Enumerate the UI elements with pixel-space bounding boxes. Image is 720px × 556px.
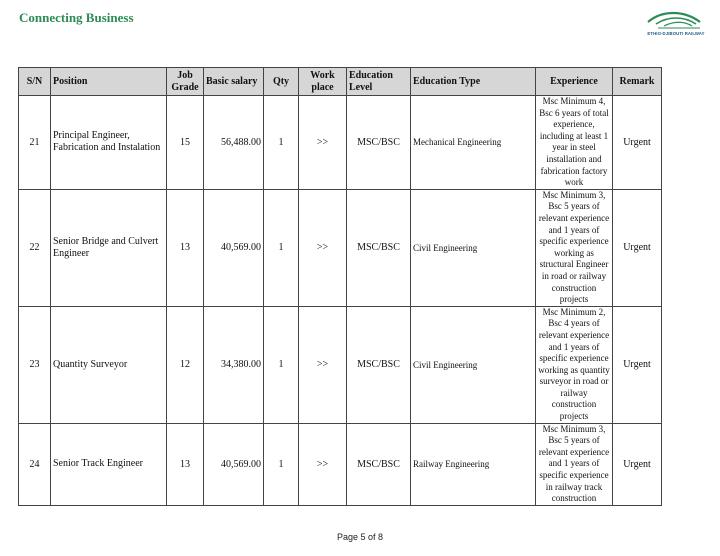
cell-qty: 1: [264, 189, 299, 306]
col-header-work-place: Work place: [299, 68, 347, 96]
col-header-sn: S/N: [19, 68, 51, 96]
col-header-remark: Remark: [613, 68, 662, 96]
cell-work-place: >>: [299, 423, 347, 505]
cell-experience: Msc Minimum 4, Bsc 6 years of total experience, including at least 1 year in steel installation and fabrication factory work: [536, 96, 613, 190]
col-header-basic-salary: Basic salary: [204, 68, 264, 96]
cell-education-type: Civil Engineering: [411, 306, 536, 423]
cell-sn: 23: [19, 306, 51, 423]
col-header-qty: Qty: [264, 68, 299, 96]
cell-basic-salary: 56,488.00: [204, 96, 264, 190]
col-header-job-grade: Job Grade: [167, 68, 204, 96]
table-row: [19, 96, 662, 190]
cell-education-type: Railway Engineering: [411, 423, 536, 505]
cell-qty: 1: [264, 423, 299, 505]
cell-job-grade: 12: [167, 306, 204, 423]
cell-remark: Urgent: [613, 306, 662, 423]
cell-work-place: >>: [299, 96, 347, 190]
cell-education-type: Civil Engineering: [411, 189, 536, 306]
company-logo: [638, 8, 714, 42]
cell-work-place: >>: [299, 189, 347, 306]
cell-experience: Msc Minimum 3, Bsc 5 years of relevant experience and 1 years of specific experience in railway track construction: [536, 423, 613, 505]
col-header-position: Position: [51, 68, 167, 96]
cell-education-level: MSC/BSC: [347, 96, 411, 190]
cell-work-place: >>: [299, 306, 347, 423]
table-row: [19, 189, 662, 306]
cell-basic-salary: 40,569.00: [204, 189, 264, 306]
cell-education-level: MSC/BSC: [347, 189, 411, 306]
cell-basic-salary: 34,380.00: [204, 306, 264, 423]
col-header-experience: Experience: [536, 68, 613, 96]
railway-logo-icon: [638, 8, 714, 32]
cell-remark: Urgent: [613, 423, 662, 505]
cell-job-grade: 13: [167, 423, 204, 505]
cell-experience: Msc Minimum 3, Bsc 5 years of relevant experience and 1 years of specific experience working as structural Engineer in road or railway construction projects: [536, 189, 613, 306]
cell-basic-salary: 40,569.00: [204, 423, 264, 505]
cell-qty: 1: [264, 306, 299, 423]
cell-sn: 22: [19, 189, 51, 306]
job-vacancy-table: [18, 67, 662, 506]
cell-sn: 24: [19, 423, 51, 505]
cell-education-type: Mechanical Engineering: [411, 96, 536, 190]
cell-job-grade: 15: [167, 96, 204, 190]
table-row: [19, 306, 662, 423]
col-header-education-type: Education Type: [411, 68, 536, 96]
cell-position: Principal Engineer, Fabrication and Instalation: [51, 96, 167, 190]
cell-sn: 21: [19, 96, 51, 190]
page-header-title: Connecting Business: [19, 10, 134, 25]
cell-position: Quantity Surveyor: [51, 306, 167, 423]
cell-job-grade: 13: [167, 189, 204, 306]
cell-position: Senior Track Engineer: [51, 423, 167, 505]
cell-position: Senior Bridge and Culvert Engineer: [51, 189, 167, 306]
col-header-education-level: Education Level: [347, 68, 411, 96]
logo-text: ETHIO-DJIBOUTI RAILWAY: [647, 31, 705, 36]
cell-remark: Urgent: [613, 96, 662, 190]
table-row: [19, 423, 662, 505]
cell-education-level: MSC/BSC: [347, 423, 411, 505]
cell-qty: 1: [264, 96, 299, 190]
cell-education-level: MSC/BSC: [347, 306, 411, 423]
cell-experience: Msc Minimum 2, Bsc 4 years of relevant experience and 1 years of specific experience working as quantity surveyor in road or railway construction projects: [536, 306, 613, 423]
table-header-row: [19, 68, 662, 96]
cell-remark: Urgent: [613, 189, 662, 306]
page-number: Page 5 of 8: [336, 532, 384, 542]
